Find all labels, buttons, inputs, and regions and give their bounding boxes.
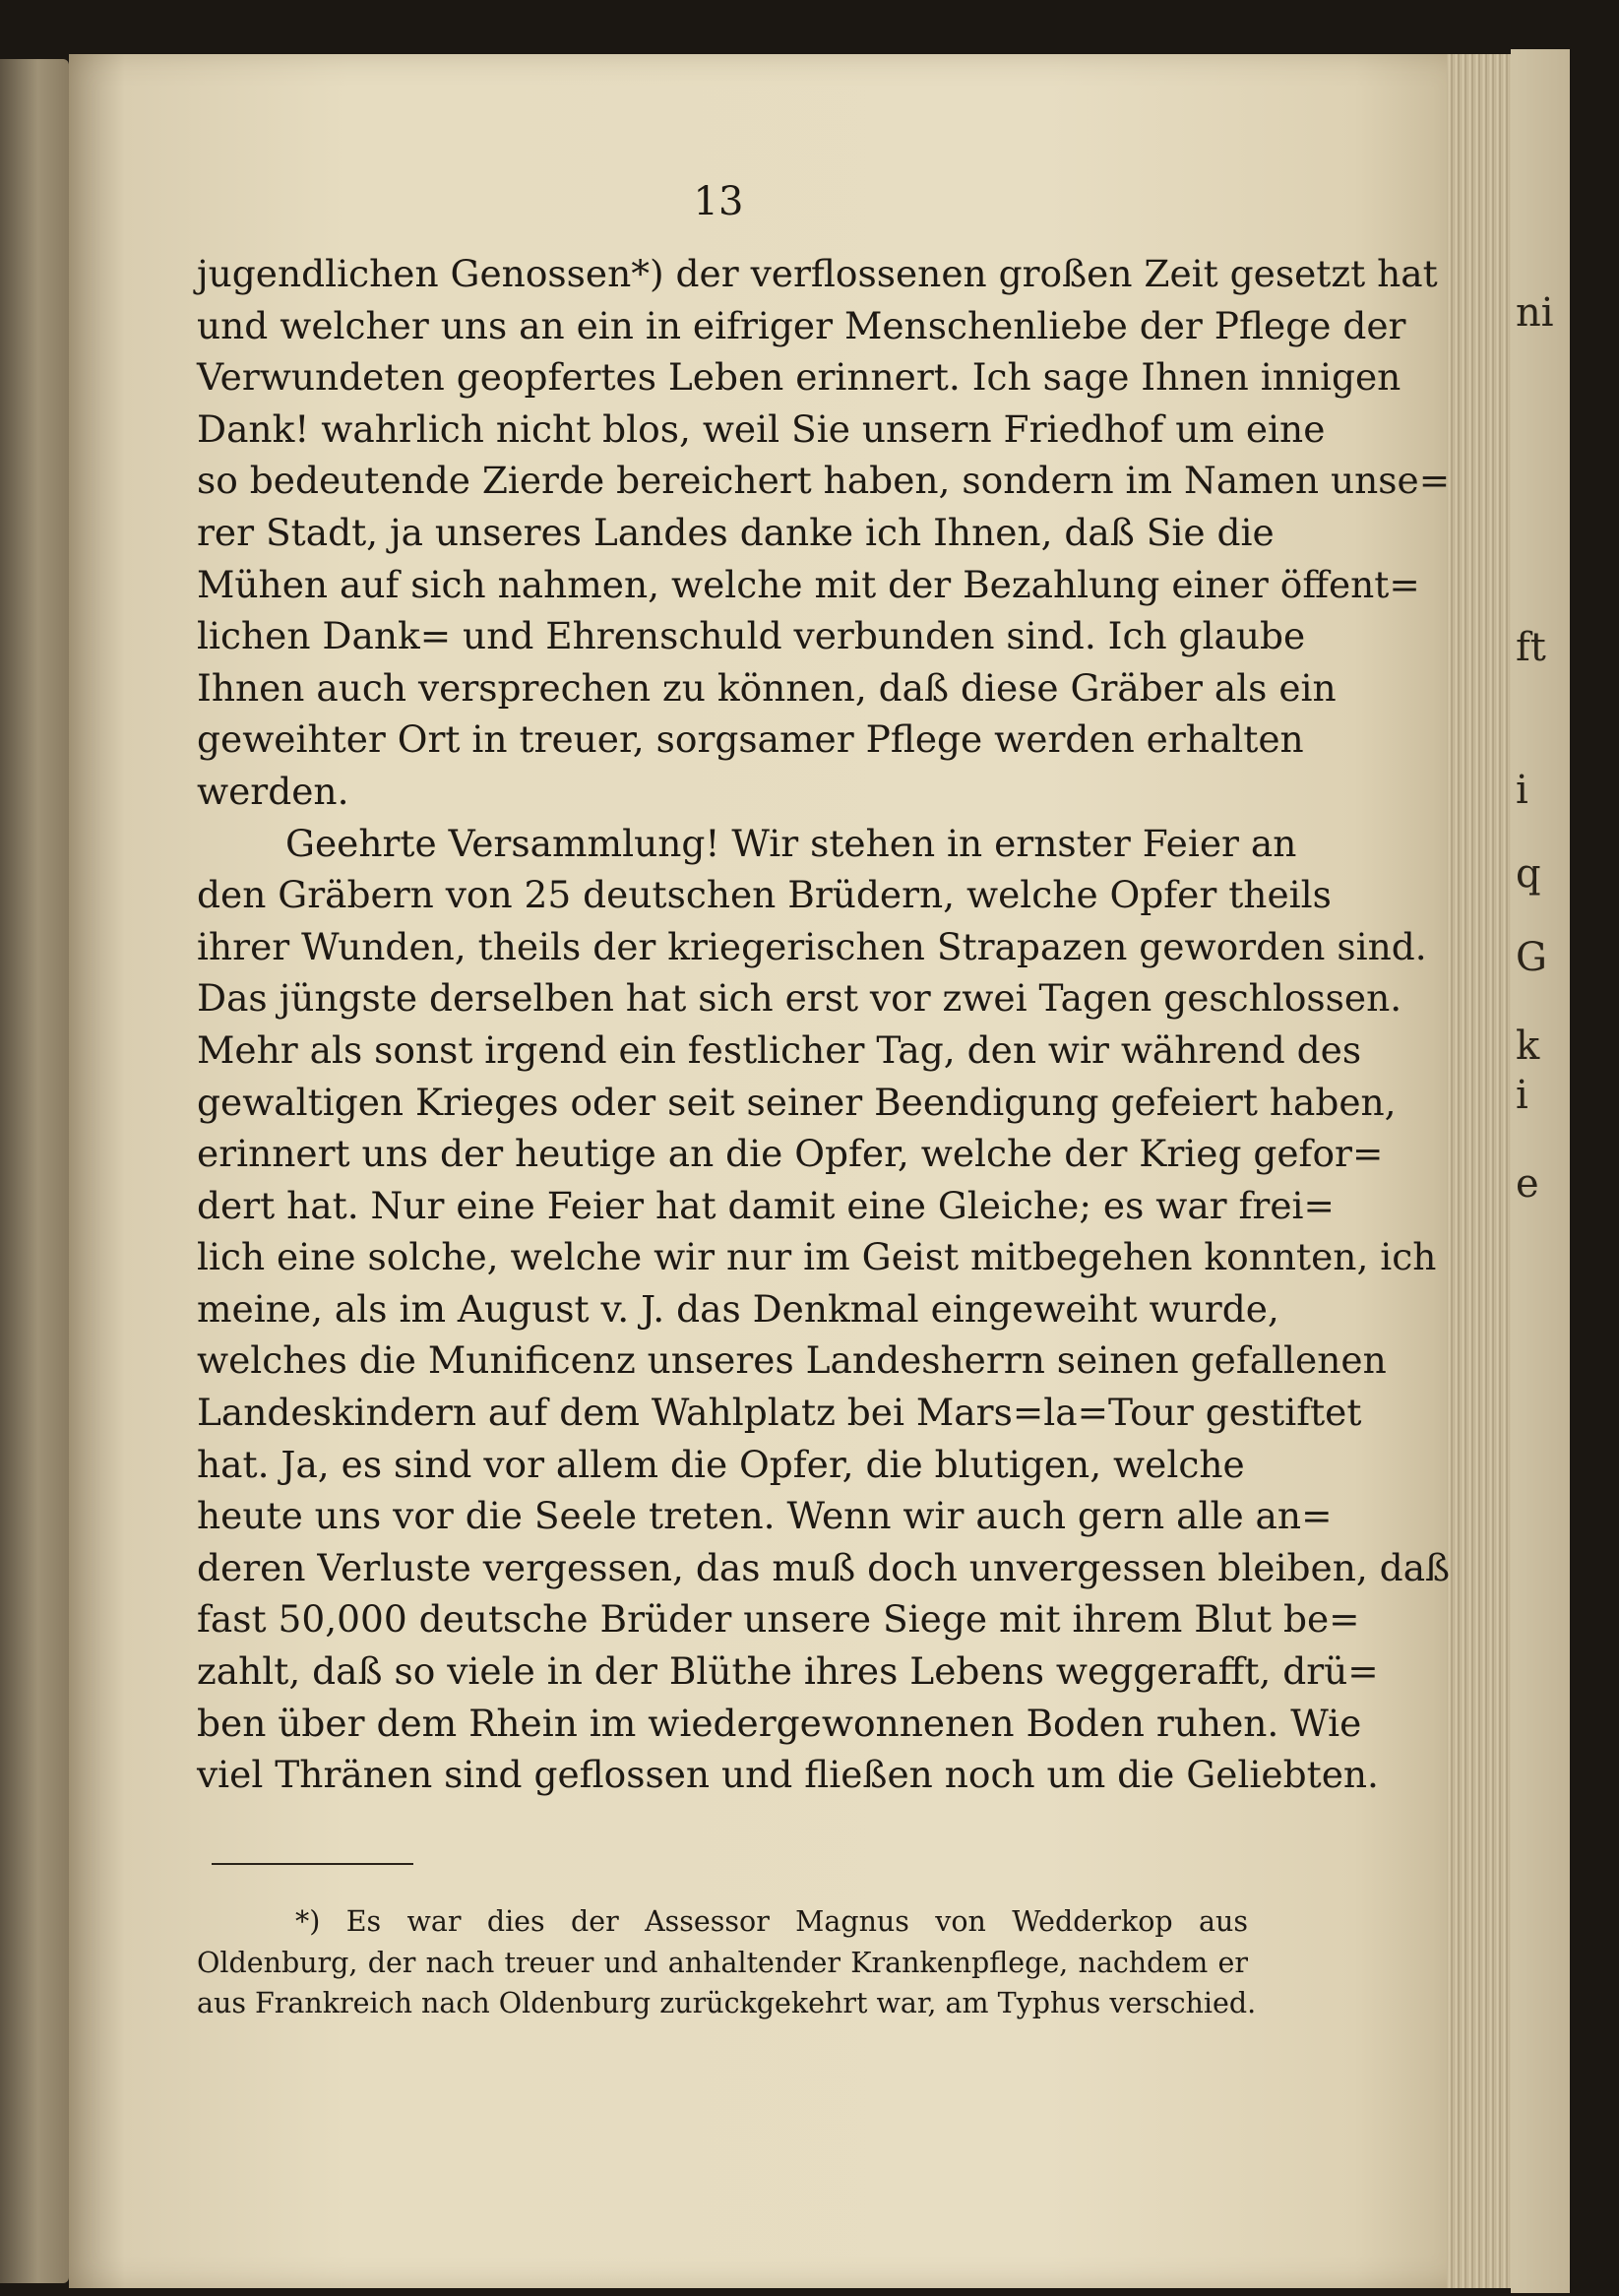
next-page-fragment: ft	[1516, 625, 1546, 670]
body-text	[197, 248, 1451, 1801]
text-line: und welcher uns an ein in eifriger Menschenliebe der Pflege der	[197, 303, 1406, 347]
text-line: Verwundeten geopfertes Leben erinnert. Ich sage Ihnen innigen	[197, 355, 1401, 400]
text-line: meine, als im August v. J. das Denkmal eingeweiht wurde,	[197, 1286, 1279, 1331]
text-line: werden.	[197, 769, 349, 813]
text-line: hat. Ja, es sind vor allem die Opfer, die blutigen, welche	[197, 1442, 1245, 1486]
footnote	[197, 1901, 1257, 2024]
footnote-line: aus Frankreich nach Oldenburg zurückgekehrt war, am Typhus verschied.	[197, 1987, 1257, 2019]
text-line: geweihter Ort in treuer, sorgsamer Pflege werden erhalten	[197, 717, 1304, 762]
footnote-line: *) Es war dies der Assessor Magnus von Wedderkop aus	[295, 1905, 1248, 1938]
text-line: den Gräbern von 25 deutschen Brüdern, welche Opfer theils	[197, 873, 1332, 917]
text-line: jugendlichen Genossen*) der verflossenen großen Zeit gesetzt hat	[197, 252, 1438, 295]
text-line: so bedeutende Zierde bereichert haben, sondern im Namen unse=	[197, 459, 1451, 503]
next-page-fragment: e	[1516, 1161, 1539, 1207]
text-line: Mühen auf sich nahmen, welche mit der Bezahlung einer öffent=	[197, 562, 1420, 606]
text-line: Das jüngste derselben hat sich erst vor zwei Tagen geschlossen.	[197, 976, 1402, 1021]
next-page-fragment: i	[1516, 1073, 1528, 1118]
text-line: Mehr als sonst irgend ein festlicher Tag, den wir während des	[197, 1027, 1362, 1072]
text-line: ben über dem Rhein im wiedergewonnenen Boden ruhen. Wie	[197, 1701, 1362, 1745]
next-page-fragment: ni	[1516, 290, 1554, 336]
text-line: fast 50,000 deutsche Brüder unsere Siege mit ihrem Blut be=	[197, 1597, 1360, 1642]
text-line: ihrer Wunden, theils der kriegerischen Strapazen geworden sind.	[197, 924, 1427, 968]
text-line: heute uns vor die Seele treten. Wenn wir auch gern alle an=	[197, 1494, 1333, 1538]
text-line: dert hat. Nur eine Feier hat damit eine Gleiche; es war frei=	[197, 1183, 1335, 1227]
text-line: welches die Munificenz unseres Landesherrn seinen gefallenen	[197, 1338, 1387, 1383]
next-page-fragment: k	[1516, 1024, 1540, 1069]
text-line: viel Thränen sind geflossen und fließen noch um die Geliebten.	[197, 1753, 1379, 1797]
page-number: 13	[693, 179, 744, 224]
text-line: erinnert uns der heutige an die Opfer, welche der Krieg gefor=	[197, 1132, 1384, 1176]
text-line: deren Verluste vergessen, das muß doch unvergessen bleiben, daß	[197, 1545, 1451, 1589]
text-line: lich eine solche, welche wir nur im Geist mitbegehen konnten, ich	[197, 1235, 1437, 1279]
text-line: Geehrte Versammlung! Wir stehen in ernster Feier an	[285, 821, 1297, 865]
text-line: Dank! wahrlich nicht blos, weil Sie unsern Friedhof um eine	[197, 406, 1326, 451]
footnote-line: Oldenburg, der nach treuer und anhaltender Krankenpflege, nachdem er	[197, 1946, 1248, 1979]
text-line: Ihnen auch versprechen zu können, daß diese Gräber als ein	[197, 665, 1337, 710]
footnote-separator	[212, 1863, 413, 1865]
text-line: rer Stadt, ja unseres Landes danke ich Ihnen, daß Sie die	[197, 510, 1275, 554]
next-page-fragment: q	[1516, 851, 1541, 897]
text-line: Landeskindern auf dem Wahlplatz bei Mars=la=Tour gestiftet	[197, 1391, 1362, 1435]
next-page-fragment: i	[1516, 768, 1528, 813]
text-line: lichen Dank= und Ehrenschuld verbunden sind. Ich glaube	[197, 614, 1306, 658]
text-line: gewaltigen Krieges oder seit seiner Beendigung gefeiert haben,	[197, 1080, 1397, 1124]
text-line: zahlt, daß so viele in der Blüthe ihres Lebens weggerafft, drü=	[197, 1649, 1379, 1694]
next-page-fragment: G	[1516, 935, 1547, 980]
